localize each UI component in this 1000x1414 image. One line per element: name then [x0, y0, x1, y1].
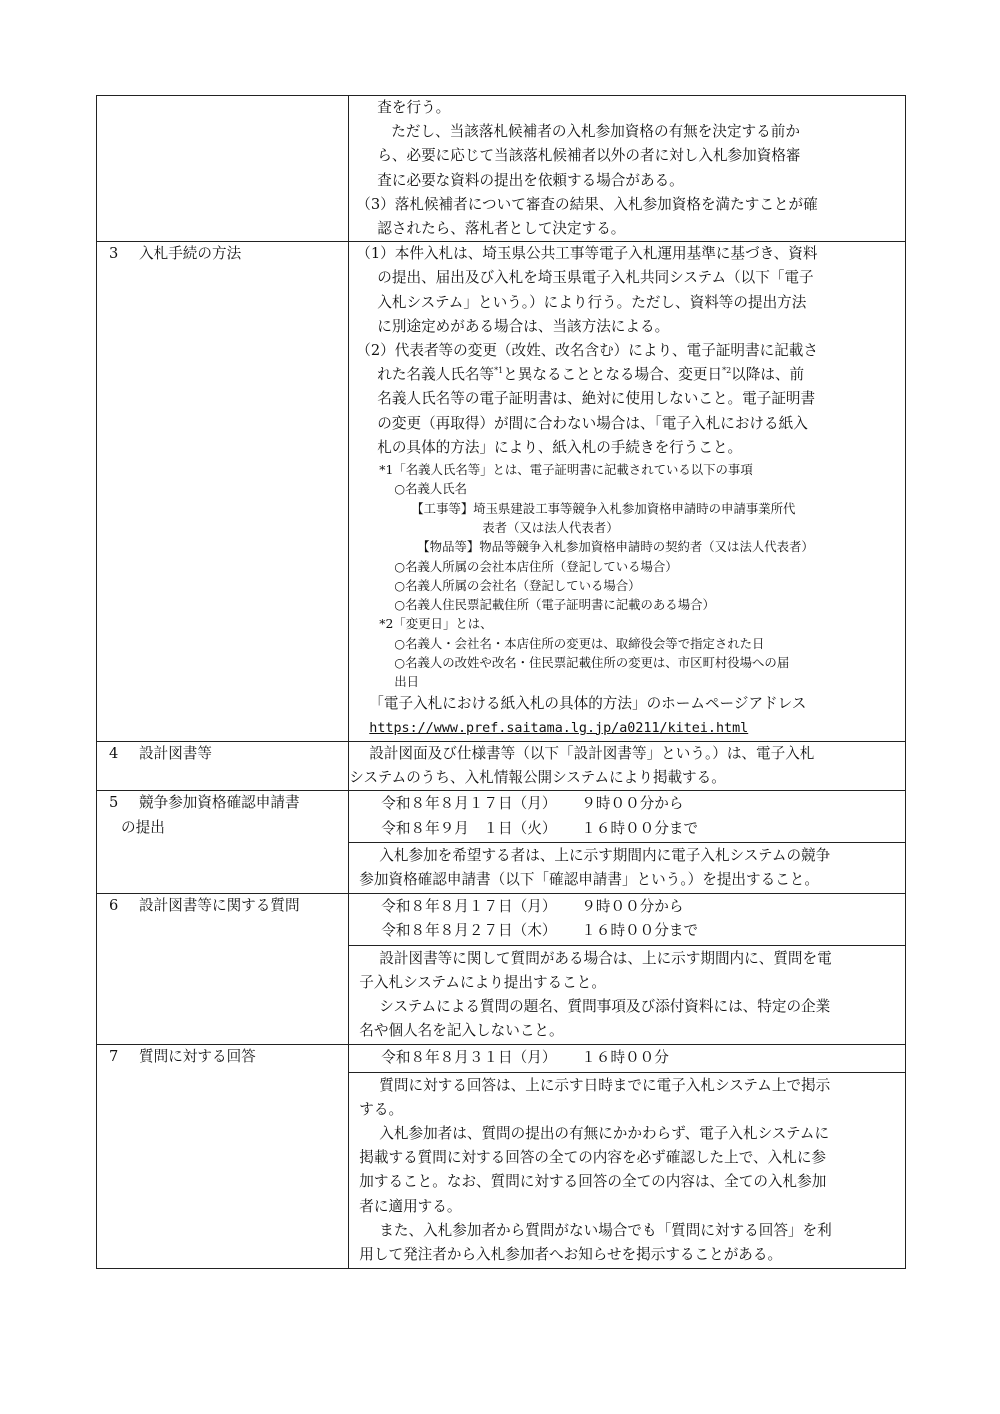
section-7-body: [349, 1045, 906, 1269]
table-row-section-5: [97, 791, 906, 894]
section-title: 質問に対する回答: [139, 1048, 256, 1066]
date-start-line: [359, 792, 897, 816]
procurement-table: [96, 95, 906, 1269]
section-3-heading: [97, 242, 348, 266]
text-line: 質問に対する回答は、上に示す日時までに電子入札システム上で掲示: [379, 1076, 831, 1094]
footnote-item: ○名義人・会社名・本店住所の変更は、取締役会等で指定された日: [394, 635, 765, 651]
text-line: 名義人氏名等の電子証明書は、絶対に使用しないこと。電子証明書: [377, 390, 816, 408]
answer-date: 令和８年８月３１日（月）: [381, 1049, 557, 1067]
text-line: 設計図面及び仕様書等（以下「設計図書等」という。）は、電子入札: [369, 745, 815, 763]
text-line: 認されたら、落札者として決定する。: [377, 220, 626, 238]
section-number: 5: [109, 794, 119, 812]
text-line: 者に適用する。: [359, 1197, 462, 1215]
footnote-item: ○名義人所属の会社名（登記している場合）: [394, 577, 641, 593]
section-title: 競争参加資格確認申請書: [139, 794, 300, 812]
text-line: 参加資格確認申請書（以下「確認申請書」という。）を提出すること。: [359, 871, 819, 889]
start-time: ９時００分から: [581, 898, 684, 916]
section-6-body: [349, 894, 906, 1045]
text-line: に別途定めがある場合は、当該方法による。: [377, 317, 670, 335]
date-end-line: [359, 817, 897, 841]
text-line: また、入札参加者から質問がない場合でも「質問に対する回答」を利: [379, 1221, 832, 1239]
footnote-2-title: *2「変更日」とは、: [379, 616, 493, 632]
text-line: （1）本件入札は、埼玉県公共工事等電子入札運用基準に基づき、資料: [356, 245, 818, 263]
section-3-heading-cell: [97, 242, 349, 742]
url-line: [349, 716, 905, 741]
text-line: システムのうち、入札情報公開システムにより掲載する。: [349, 769, 726, 787]
text-line: 用して発注者から入札参加者へお知らせを掲示することがある。: [359, 1246, 783, 1264]
section-number: 6: [109, 897, 119, 915]
footnote-item: 【物品等】物品等競争入札参加資格申請時の契約者（又は法人代表者）: [417, 539, 814, 555]
section-number: 4: [109, 745, 119, 763]
footnote-item: ○名義人氏名: [394, 481, 468, 497]
section-4-heading: [97, 742, 348, 766]
section-5-heading: [97, 791, 348, 815]
text-line: 設計図書等に関して質問がある場合は、上に示す期間内に、質問を電: [379, 949, 832, 967]
left-cell-empty: [97, 96, 349, 242]
date-start-line: [359, 895, 897, 919]
section-title: 設計図書等に関する質問: [139, 897, 300, 915]
answer-date-line: [359, 1046, 897, 1070]
section-6-dates: [349, 894, 905, 944]
section-5-description: [349, 842, 905, 893]
table-row-section-4: [97, 742, 906, 791]
section-7-description: [349, 1072, 905, 1269]
section-5-dates: [349, 791, 905, 841]
text-line: 入札参加を希望する者は、上に示す期間内に電子入札システムの競争: [379, 846, 831, 864]
text-line: 子入札システムにより提出すること。: [359, 973, 606, 991]
text-line: の提出、届出及び入札を埼玉県電子入札共同システム（以下「電子: [377, 269, 814, 287]
footnote-item: ○名義人の改姓や改名・住民票記載住所の変更は、市区町村役場への届: [394, 655, 790, 671]
section-number: 3: [109, 245, 119, 263]
section-6-heading-cell: [97, 894, 349, 1045]
homepage-label: 「電子入札における紙入札の具体的方法」のホームページアドレス: [369, 694, 807, 712]
table-row-continuation: [97, 96, 906, 242]
table-row-section-3: [97, 242, 906, 742]
section-5-heading-cell: [97, 791, 349, 894]
end-time: １６時００分まで: [581, 819, 699, 837]
footnote-item: 出日: [394, 674, 420, 690]
text-line: 加すること。なお、質問に対する回答の全ての内容は、全ての入札参加: [359, 1173, 827, 1191]
section-number: 7: [109, 1048, 119, 1066]
footnote-item: ○名義人住民票記載住所（電子証明書に記載のある場合）: [394, 597, 715, 613]
text-line: する。: [359, 1100, 404, 1118]
text-line: 入札参加者は、質問の提出の有無にかかわらず、電子入札システムに: [379, 1125, 830, 1143]
footnote-ref: *1: [494, 366, 504, 376]
footnote-item: 【工事等】埼玉県建設工事等競争入札参加資格申請時の申請事業所代: [411, 500, 796, 516]
text-fragment: れた名義人氏名等: [377, 366, 495, 384]
text-line: の変更（再取得）が間に合わない場合は、「電子入札における紙入: [377, 414, 808, 432]
homepage-link[interactable]: https://www.pref.saitama.lg.jp/a0211/kitei.html: [369, 720, 749, 736]
answer-time: １６時００分: [581, 1049, 669, 1067]
section-5-body: [349, 791, 906, 894]
text-line: （2）代表者等の変更（改姓、改名含む）により、電子証明書に記載さ: [356, 342, 818, 360]
section-3-body: [349, 242, 906, 742]
text-fragment: と異なることとなる場合、変更日: [503, 366, 723, 384]
text-line: 査に必要な資料の提出を依頼する場合がある。: [377, 171, 684, 189]
date-end-line: [359, 919, 897, 943]
text-line: 名や個人名を記入しないこと。: [359, 1022, 564, 1040]
end-date: 令和８年９月 １日（火）: [381, 819, 557, 837]
text-line: 札の具体的方法」により、紙入札の手続きを行うこと。: [377, 438, 743, 456]
text-line: （3）落札候補者について審査の結果、入札参加資格を満たすことが確: [356, 195, 818, 213]
text-line: 掲載する質問に対する回答の全ての内容を必ず確認した上で、入札に参: [359, 1149, 827, 1167]
text-line: 査を行う。: [377, 99, 451, 116]
section-6-heading: [97, 894, 348, 918]
start-date: 令和８年８月１７日（月）: [381, 898, 557, 916]
section-7-dates: [349, 1045, 905, 1071]
text-line: [349, 363, 905, 387]
continuation-cell: [349, 96, 906, 242]
table-row-section-7: [97, 1045, 906, 1269]
text-line: ら、必要に応じて当該落札候補者以外の者に対し入札参加資格審: [377, 147, 801, 165]
text-line: ただし、当該落札候補者の入札参加資格の有無を決定する前か: [391, 123, 800, 141]
section-title: 入札手続の方法: [139, 245, 242, 263]
section-7-heading: [97, 1045, 348, 1069]
footnote-item: ○名義人所属の会社本店住所（登記している場合）: [394, 558, 678, 574]
section-4-body: [349, 742, 906, 791]
section-6-description: [349, 945, 905, 1045]
footnote-ref: *2: [722, 366, 732, 376]
text-fragment: 以降は、前: [731, 366, 805, 384]
start-date: 令和８年８月１７日（月）: [381, 795, 557, 813]
footnote-item: 表者（又は法人代表者）: [482, 519, 619, 535]
end-time: １６時００分まで: [581, 922, 699, 940]
table-row-section-6: [97, 894, 906, 1045]
footnote-1-title: *1「名義人氏名等」とは、電子証明書に記載されている以下の事項: [379, 462, 753, 478]
start-time: ９時００分から: [581, 795, 684, 813]
section-title-continued: の提出: [121, 818, 165, 836]
text-line: 入札システム」という。）により行う。ただし、資料等の提出方法: [377, 293, 807, 311]
section-title: 設計図書等: [139, 745, 212, 763]
section-7-heading-cell: [97, 1045, 349, 1269]
section-4-heading-cell: [97, 742, 349, 791]
text-line: システムによる質問の題名、質問事項及び添付資料には、特定の企業: [379, 998, 831, 1016]
end-date: 令和８年８月２７日（木）: [381, 922, 557, 940]
